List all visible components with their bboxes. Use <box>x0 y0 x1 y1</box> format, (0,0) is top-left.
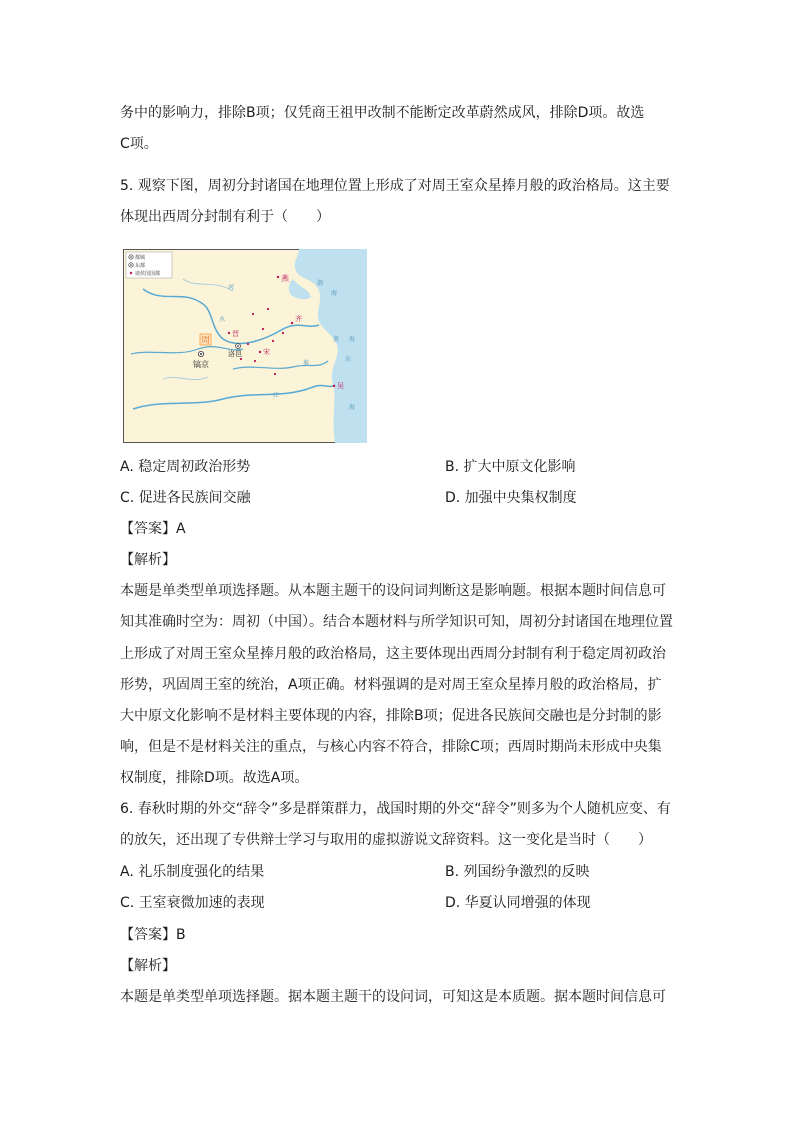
state-capital-symbol <box>130 272 132 274</box>
state-dot <box>267 308 269 310</box>
option-5-d: D. 加强中央集权制度 <box>445 490 577 506</box>
state-dot <box>247 343 249 345</box>
analysis-5-line: 本题是单类型单项选择题。从本题主题干的设问词判断这是影响题。根据本题时间信息可 <box>120 583 666 599</box>
state-dot <box>262 328 264 330</box>
map-label-wu: 吴 <box>337 382 344 390</box>
sea-label: 渤 <box>317 280 324 287</box>
analysis-5-line: 响，但是不是材料关注的重点，与核心内容不符合，排除C项；西周时期尚未形成中央集 <box>120 739 662 755</box>
analysis-heading-5: 【解析】 <box>120 552 176 568</box>
map-label-yan: 燕 <box>281 274 289 283</box>
legend-label: 东都 <box>135 263 146 269</box>
analysis-heading-6: 【解析】 <box>120 958 176 974</box>
sea-label: 海 <box>349 404 356 411</box>
river-label: 水 <box>219 316 226 323</box>
option-6-d: D. 华夏认同增强的体现 <box>445 895 591 911</box>
question-5-stem: 体现出西周分封制有利于（ ） <box>120 209 330 225</box>
question-6-stem: 6. 春秋时期的外交“辞令”多是群策群力，战国时期的外交“辞令”则多为个人随机应变、有 <box>120 801 671 817</box>
question-5-stem: 5. 观察下图，周初分封诸国在地理位置上形成了对周王室众星捧月般的政治格局。这主要 <box>120 178 670 194</box>
state-dot <box>228 332 230 334</box>
river-label: 河 <box>228 284 235 291</box>
state-dot <box>254 360 256 362</box>
map-label-jin: 晋 <box>232 330 239 338</box>
state-dot <box>291 322 293 324</box>
analysis-5-line: 形势，巩固周王室的统治，A项正确。材料强调的是对周王室众星捧月般的政治格局，扩 <box>120 677 662 693</box>
sea-label: 海 <box>349 336 356 343</box>
option-5-b: B. 扩大中原文化影响 <box>445 459 576 475</box>
legend-label: 诸侯国国都 <box>135 271 161 277</box>
text-line: 务中的影响力，排除B项；仅凭商王祖甲改制不能断定改革蔚然成风，排除D项。故选 <box>120 105 645 121</box>
option-5-a: A. 稳定周初政治形势 <box>120 459 251 475</box>
river-label: 淮 <box>303 360 310 367</box>
map-label-haojing: 镐京 <box>193 360 209 369</box>
answer-5: 【答案】A <box>120 521 186 537</box>
state-dot <box>333 385 335 387</box>
map-label-qi: 齐 <box>295 315 302 323</box>
option-6-c: C. 王室衰微加速的表现 <box>120 895 265 911</box>
answer-6: 【答案】B <box>120 927 186 943</box>
map-label-luoyi: 洛邑 <box>228 350 242 358</box>
state-dot <box>272 340 274 342</box>
analysis-5-line: 权制度，排除D项。故选A项。 <box>120 770 309 786</box>
legend-label: 都城 <box>135 255 146 261</box>
state-dot <box>259 351 261 353</box>
sea-label: 东 <box>345 356 352 363</box>
analysis-5-line: 大中原文化影响不是材料主要体现的内容，排除B项；促进各民族间交融也是分封制的影 <box>120 708 662 724</box>
option-6-b: B. 列国纷争激烈的反映 <box>445 864 590 880</box>
analysis-6-line: 本题是单类型单项选择题。据本题主题干的设问词，可知这是本质题。据本题时间信息可 <box>120 989 666 1005</box>
option-6-a: A. 礼乐制度强化的结果 <box>120 864 265 880</box>
option-5-c: C. 促进各民族间交融 <box>120 490 251 506</box>
analysis-5-line: 知其准确时空为：周初（中国）。结合本题材料与所学知识可知，周初分封诸国在地理位置 <box>120 614 673 630</box>
map-label-song: 宋 <box>263 348 270 356</box>
sea-label: 黄 <box>333 336 340 343</box>
state-dot <box>274 373 276 375</box>
sea-label: 海 <box>331 290 338 297</box>
state-dot <box>252 313 254 315</box>
river-label: 江 <box>273 392 280 399</box>
text-line: C项。 <box>120 136 158 152</box>
question-6-stem: 的放矢，还出现了专供辩士学习与取用的虚拟游说文辞资料。这一变化是当时（ ） <box>120 832 652 848</box>
zhou-fief-map <box>123 249 367 443</box>
state-dot <box>240 358 242 360</box>
analysis-5-line: 上形成了对周王室众星捧月般的政治格局，这主要体现出西周分封制有利于稳定周初政治 <box>120 646 666 662</box>
state-dot <box>282 332 284 334</box>
state-dot <box>277 276 279 278</box>
map-label-zhou: 周 <box>201 336 211 346</box>
